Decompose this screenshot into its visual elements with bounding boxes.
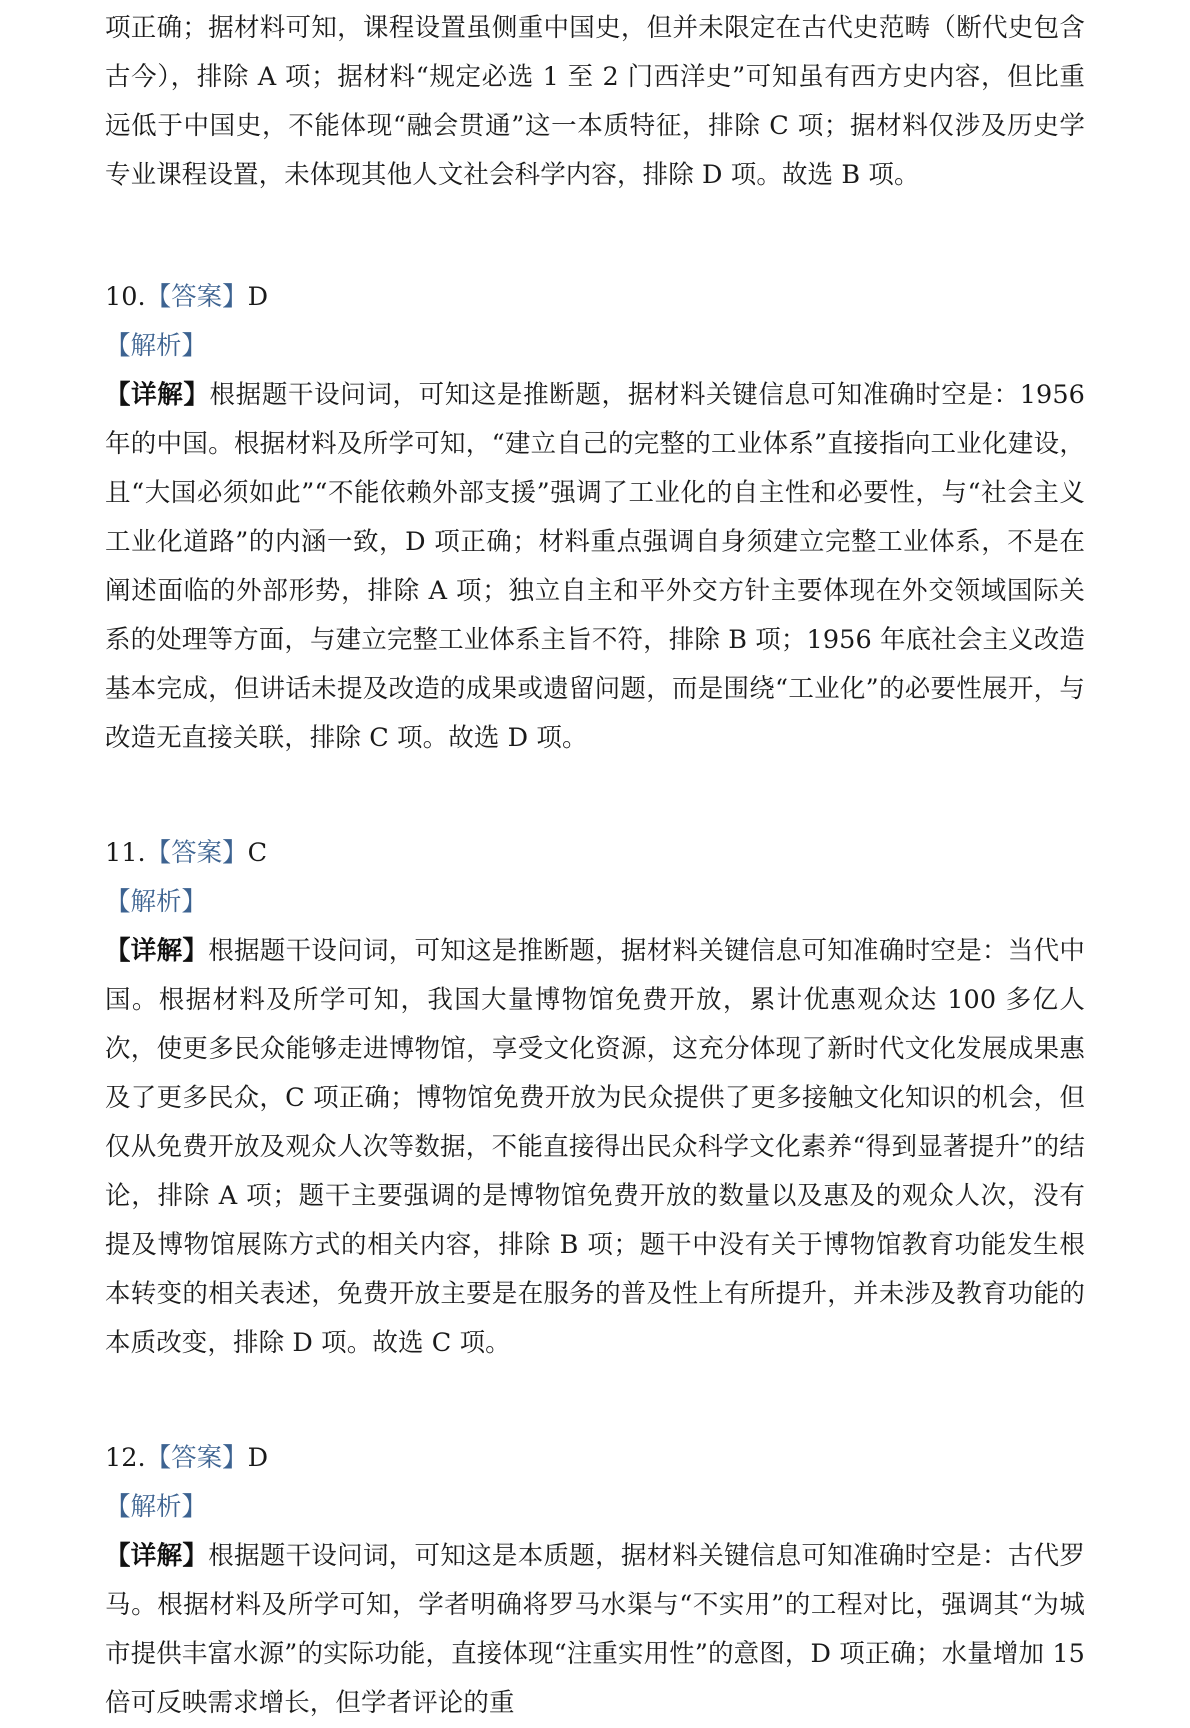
detail-marker-12: 【详解】: [105, 1541, 209, 1571]
continued-paragraph: 项正确；据材料可知，课程设置虽侧重中国史，但并未限定在古代史范畴（断代史包含古今），排除 A 项；据材料“规定必选 1 至 2 门西洋史”可知虽有西方史内容，但比重远低于中国史，不能体现“融会贯通”这一本质特征，排除 C 项；据材料仅涉及历史学专业课程设置，未体现其他人文社会科学内容，排除 D 项。故选 B 项。: [105, 13, 1086, 190]
analysis-marker-line-12: [105, 1483, 1085, 1532]
answer-letter-10: D: [247, 282, 269, 312]
detail-marker-10: 【详解】: [105, 380, 210, 410]
detail-text-10: 根据题干设问词，可知这是推断题，据材料关键信息可知准确时空是：1956 年的中国。根据材料及所学可知，“建立自己的完整的工业体系”直接指向工业化建设，且“大国必须如此”“不能依赖外部支援”强调了工业化的自主性和必要性，与“社会主义工业化道路”的内涵一致，D 项正确；材料重点强调自身须建立完整工业体系，不是在阐述面临的外部形势，排除 A 项；独立自主和平外交方针主要体现在外交领域国际关系的处理等方面，与建立完整工业体系主旨不符，排除 B 项；1956 年底社会主义改造基本完成，但讲话未提及改造的成果或遗留问题，而是围绕“工业化”的必要性展开，与改造无直接关联，排除 C 项。故选 D 项。: [105, 380, 1085, 753]
detail-paragraph-10: [105, 371, 1085, 763]
question-gap-10-11: [105, 763, 1085, 829]
question-number-10: 10.: [105, 282, 146, 312]
detail-paragraph-11: [105, 927, 1085, 1368]
analysis-marker-10: 【解析】: [105, 331, 208, 361]
detail-text-12: 根据题干设问词，可知这是本质题，据材料关键信息可知准确时空是：古代罗马。根据材料及所学可知，学者明确将罗马水渠与“不实用”的工程对比，强调其“为城市提供丰富水源”的实际功能，直接体现“注重实用性”的意图，D 项正确；水量增加 15 倍可反映需求增长，但学者评论的重: [105, 1541, 1085, 1718]
answer-letter-11: C: [247, 838, 268, 868]
detail-marker-11: 【详解】: [105, 936, 209, 966]
document-text-column: [105, 0, 1085, 1728]
analysis-marker-line-10: [105, 322, 1085, 371]
question-number-11: 11.: [105, 838, 146, 868]
answer-letter-12: D: [247, 1443, 269, 1473]
detail-paragraph-12: [105, 1532, 1085, 1728]
detail-text-11: 根据题干设问词，可知这是推断题，据材料关键信息可知准确时空是：当代中国。根据材料及所学可知，我国大量博物馆免费开放，累计优惠观众达 100 多亿人次，使更多民众能够走进博物馆，享受文化资源，这充分体现了新时代文化发展成果惠及了更多民众，C 项正确；博物馆免费开放为民众提供了更多接触文化知识的机会，但仅从免费开放及观众人次等数据，不能直接得出民众科学文化素养“得到显著提升”的结论，排除 A 项；题干主要强调的是博物馆免费开放的数量以及惠及的观众人次，没有提及博物馆展陈方式的相关内容，排除 B 项；题干中没有关于博物馆教育功能发生根本转变的相关表述，免费开放主要是在服务的普及性上有所提升，并未涉及教育功能的本质改变，排除 D 项。故选 C 项。: [105, 936, 1085, 1358]
analysis-marker-11: 【解析】: [105, 887, 208, 917]
analysis-marker-12: 【解析】: [105, 1492, 208, 1522]
section-gap: [105, 200, 1085, 273]
question-answer-line-11: [105, 829, 1085, 878]
question-number-12: 12.: [105, 1443, 146, 1473]
answer-marker-12: 【答案】: [145, 1443, 248, 1473]
analysis-marker-line-11: [105, 878, 1085, 927]
question-answer-line-12: [105, 1434, 1085, 1483]
question-gap-11-12: [105, 1368, 1085, 1434]
answer-marker-10: 【答案】: [145, 282, 248, 312]
answer-marker-11: 【答案】: [145, 838, 248, 868]
question-answer-line-10: [105, 273, 1085, 322]
